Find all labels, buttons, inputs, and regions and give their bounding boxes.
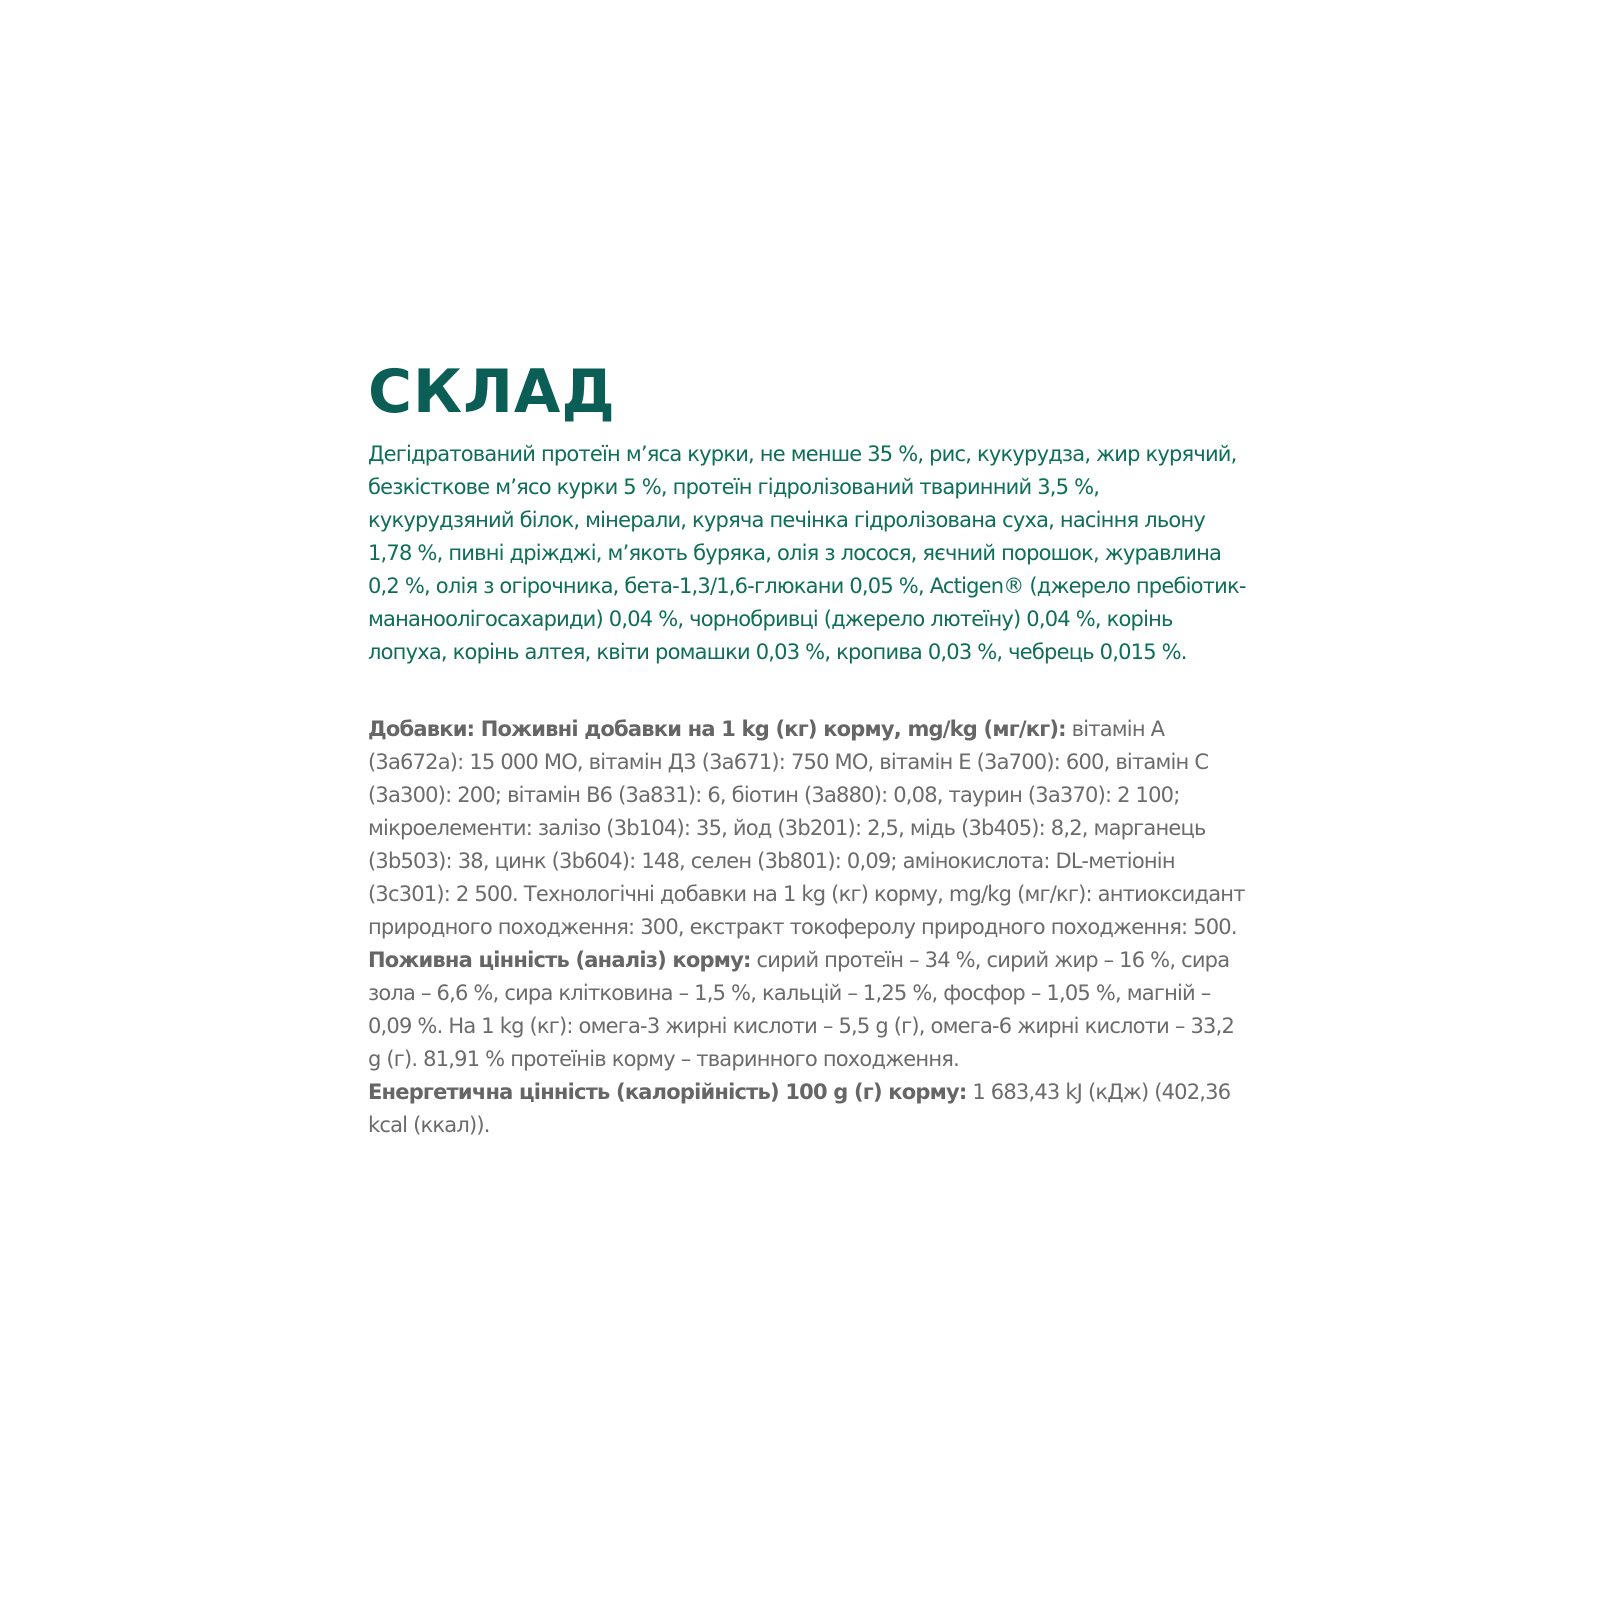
additives-label: Добавки: Поживні добавки на 1 kg (кг) корму, mg/kg (мг/кг): (368, 717, 1066, 741)
energy-text: 1 683,43 kJ (кДж) (402,36 kcal (ккал)). (368, 1080, 1231, 1137)
analysis-paragraph (368, 944, 1248, 1076)
additives-block (368, 713, 1248, 1142)
analysis-label: Поживна цінність (аналіз) корму: (368, 948, 751, 972)
analysis-text: сирий протеїн – 34 %, сирий жир – 16 %, сира зола – 6,6 %, сира клітковина – 1,5 %, кальцій – 1,25 %, фосфор – 1,05 %, магній – 0,09 %. На 1 kg (кг): омега-3 жирні кислоти – 5,5 g (г), омега-6 жирні кислоти – 33,2 g (г). 81,91 % протеїнів корму – тваринного походження. (368, 948, 1235, 1071)
additives-text: вітамін A (3a672a): 15 000 МО, вітамін Д3 (3a671): 750 МО, вітамін E (3a700): 600, вітамін C (3a300): 200; вітамін B6 (3a831): 6, біотин (3a880): 0,08, таурин (3a370): 2 100; мікроелементи: залізо (3b104): 35, йод (3b201): 2,5, мідь (3b405): 8,2, марганець (3b503): 38, цинк (3b604): 148, селен (3b801): 0,09; амінокислота: DL-метіонін (3c301): 2 500. Технологічні добавки на 1 kg (кг) корму, mg/kg (мг/кг): антиоксидант природного походження: 300, екстракт токоферолу природного походження: 500. (368, 717, 1245, 939)
energy-paragraph (368, 1076, 1248, 1142)
composition-text: Дегідратований протеїн м’яса курки, не менше 35 %, рис, кукурудза, жир курячий, безкісткове м’ясо курки 5 %, протеїн гідролізований тваринний 3,5 %, кукурудзяний білок, мінерали, куряча печінка гідролізована суха, насіння льону 1,78 %, пивні дріжджі, м’якоть буряка, олія з лосося, яєчний порошок, журавлина 0,2 %, олія з огірочника, бета-1,3/1,6-глюкани 0,05 %, Actigen® (джерело пребіотик-мананоолігосахариди) 0,04 %, чорнобривці (джерело лютеїну) 0,04 %, корінь лопуха, корінь алтея, квіти ромашки 0,03 %, кропива 0,03 %, чебрець 0,015 %. (368, 442, 1246, 664)
composition-section (368, 354, 1248, 1142)
page-title: СКЛАД (368, 357, 616, 427)
additives-paragraph (368, 713, 1248, 944)
energy-label: Енергетична цінність (калорійність) 100 g (г) корму: (368, 1080, 967, 1104)
